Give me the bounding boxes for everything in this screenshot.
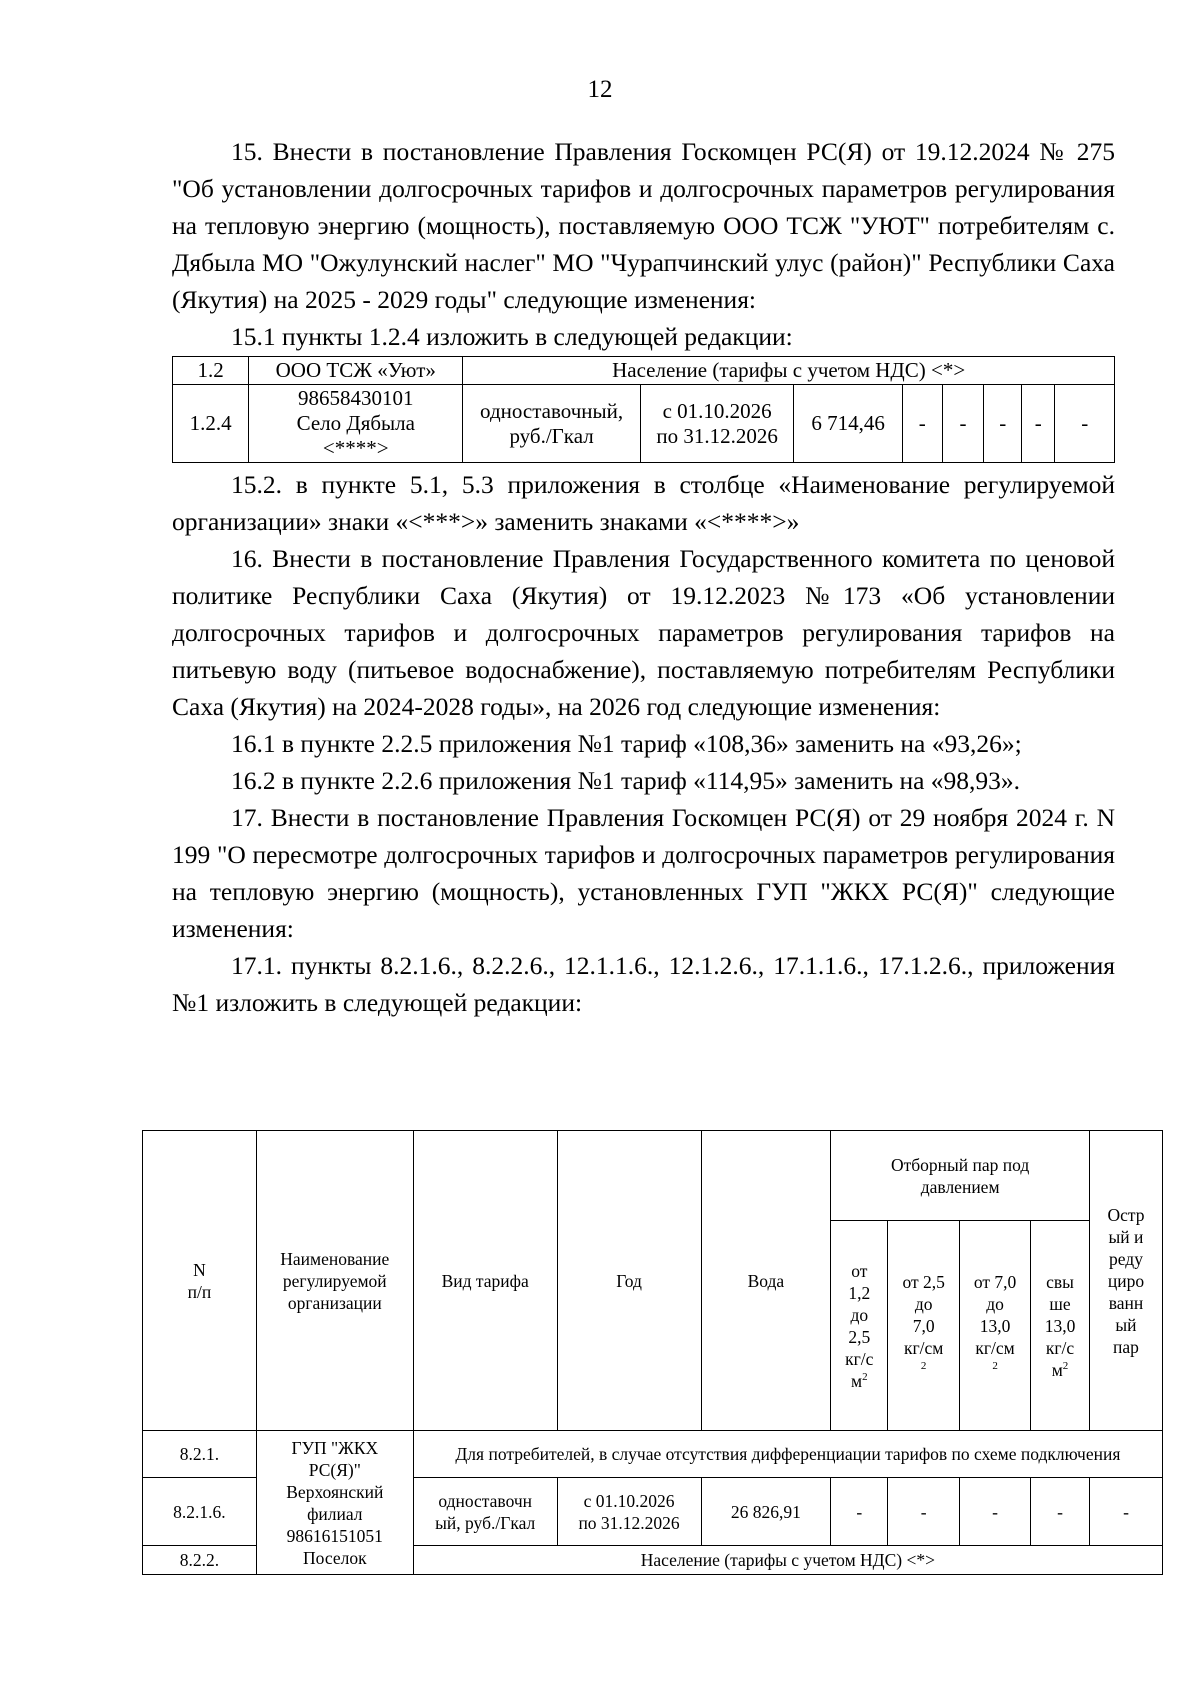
org-location: Село Дябыла [296,411,415,435]
section-header: Население (тарифы с учетом НДС) <*> [413,1546,1162,1575]
header-year: Год [557,1131,701,1431]
header-num [143,1131,257,1431]
empty-cell: - [902,385,942,463]
header-text: регулируемой [282,1270,387,1291]
superscript: 2 [1062,1359,1069,1372]
paragraph-17: 17. Внести в постановление Правления Госкомцен РС(Я) от 29 ноября 2024 г. N 199 "О пересмотре долгосрочных тарифов и долгосрочных параметров регулирования на тепловую энергию (мощность), установленных ГУП "ЖКХ РС(Я)" следующие изменения: [172,803,1115,943]
section-header: Население (тарифы с учетом НДС) <*> [463,357,1115,385]
paragraph-15: 15. Внести в постановление Правления Госкомцен РС(Я) от 19.12.2024 № 275 "Об установлении долгосрочных тарифов и долгосрочных параметров регулирования на тепловую энергию (мощность), поставляемую ООО ТСЖ "УЮТ" потребителям с. Дябыла МО "Ожулунский наслег" МО "Чурапчинский улус (район)" Республики Саха (Якутия) на 2025 - 2029 годы" следующие изменения: [172,137,1115,314]
table-header-row [143,1131,1163,1221]
row-number: 1.2.4 [173,385,249,463]
period-end: по 31.12.2026 [656,423,778,448]
header-text: кг/см [903,1337,944,1358]
water-value: 26 826,91 [701,1478,831,1546]
header-text [833,1370,885,1392]
period-end: по 31.12.2026 [578,1512,680,1533]
tariff-type-line: ый, руб./Гкал [435,1512,536,1533]
header-text: 13,0 [1044,1315,1076,1336]
org-line: Верхоянский [286,1481,384,1502]
header-text: ый [1115,1314,1137,1335]
period-start: с 01.10.2026 [583,1490,675,1511]
header-steam-7-13 [960,1221,1031,1431]
header-text: давлением [920,1176,1000,1197]
tariff-type [463,385,641,463]
header-text: свы [1046,1271,1074,1292]
header-text: ванн [1108,1292,1144,1313]
empty-cell: - [942,385,984,463]
org-details [249,385,463,463]
superscript: 2 [992,1359,998,1372]
header-text: Наименование [280,1248,390,1269]
tariff-type-line: одноставочн [438,1490,533,1511]
header-text: кг/см [975,1337,1015,1358]
row-number: 8.2.1.6. [143,1478,257,1546]
header-sharp-steam [1089,1131,1162,1431]
tariff-period [640,385,794,463]
header-steam-over-13 [1031,1221,1090,1431]
empty-cell: - [831,1478,888,1546]
header-steam [831,1131,1090,1221]
header-text: N [193,1259,206,1280]
empty-cell: - [1031,1478,1090,1546]
paragraph-15-1: 15.1 пункты 1.2.4 изложить в следующей редакции: [231,322,793,351]
header-text: Остр [1107,1204,1145,1225]
header-text: ше [1049,1293,1071,1314]
header-text: пар [1113,1336,1139,1357]
tariff-value: 6 714,46 [794,385,903,463]
header-water: Вода [701,1131,831,1431]
header-text: от [851,1260,868,1281]
org-name: ООО ТСЖ «Уют» [249,357,463,385]
org-code: 98658430101 [298,386,414,410]
document-body [172,133,1115,1021]
org-line: ГУП "ЖКХ [291,1437,379,1458]
header-text: организации [287,1292,382,1313]
empty-cell: - [888,1478,960,1546]
page-number: 12 [587,76,613,103]
org-line: Поселок [303,1547,367,1568]
header-tariff-type: Вид тарифа [413,1131,557,1431]
row-number: 8.2.2. [143,1546,257,1575]
org-footnote-mark: <****> [322,436,389,460]
header-text: 1,2 [848,1282,871,1303]
header-text: кг/с [845,1348,874,1369]
header-text [1033,1359,1087,1381]
header-text [962,1359,1028,1381]
header-text: п/п [187,1281,212,1302]
row-number: 8.2.1. [143,1431,257,1478]
header-steam-2-5-7 [888,1221,960,1431]
header-text: от 2,5 [902,1271,945,1292]
empty-cell: - [1055,385,1115,463]
header-org [256,1131,413,1431]
tariff-type [413,1478,557,1546]
header-text: до [986,1293,1004,1314]
section-header: Для потребителей, в случае отсутствия дифференциации тарифов по схеме подключения [413,1431,1162,1478]
header-text: циро [1107,1270,1145,1291]
row-number: 1.2 [173,357,249,385]
org-line: филиал [307,1503,363,1524]
tariff-type-line: руб./Гкал [509,423,594,448]
header-text: м [850,1370,863,1391]
empty-cell: - [1022,385,1055,463]
paragraph-15-2: 15.2. в пункте 5.1, 5.3 приложения в столбце «Наименование регулируемой организации» знаки «<***>» заменить знаками «<****>» [172,470,1115,536]
header-text: до [914,1293,933,1314]
paragraph-17-1: 17.1. пункты 8.2.1.6., 8.2.2.6., 12.1.1.6., 12.1.2.6., 17.1.1.6., 17.1.2.6., приложения №1 изложить в следующей редакции: [172,951,1115,1017]
org-line: 98616151051 [286,1525,383,1546]
header-text: 2,5 [848,1326,871,1347]
header-text: кг/с [1045,1337,1075,1358]
org-line: РС(Я)" [308,1459,361,1480]
table-row [173,357,1115,385]
header-text: 7,0 [912,1315,935,1336]
header-text: реду [1109,1248,1143,1269]
tariff-table-gup-zhkh [142,1130,1163,1575]
empty-cell: - [960,1478,1031,1546]
table-row [143,1431,1163,1478]
header-steam-1-2-5 [831,1221,888,1431]
period-start: с 01.10.2026 [662,398,772,423]
tariff-type-line: одноставочный, [480,398,624,423]
header-text: Отборный пар под [890,1154,1030,1175]
header-text: 13,0 [979,1315,1011,1336]
header-text: до [850,1304,869,1325]
header-text: м [1051,1359,1063,1380]
superscript: 2 [862,1370,868,1383]
header-text [890,1359,957,1381]
header-text: ый и [1108,1226,1144,1247]
org-details [256,1431,413,1575]
empty-cell: - [984,385,1022,463]
empty-cell: - [1089,1478,1162,1546]
tariff-table-teplo-uyut [172,356,1115,463]
paragraph-16: 16. Внести в постановление Правления Государственного комитета по ценовой политике Республики Саха (Якутия) от 19.12.2023 №173 «Об установлении долгосрочных тарифов и долгосрочных параметров регулирования тарифов на питьевую воду (питьевое водоснабжение), поставляемую потребителям Республики Саха (Якутия) на 2024-2028 годы», на 2026 год следующие изменения: [172,544,1115,721]
header-text: от 7,0 [973,1271,1017,1292]
superscript: 2 [920,1359,927,1372]
paragraph-16-2: 16.2 в пункте 2.2.6 приложения №1 тариф «114,95» заменить на «98,93». [231,766,1021,795]
tariff-period [557,1478,701,1546]
paragraph-16-1: 16.1 в пункте 2.2.5 приложения №1 тариф «108,36» заменить на «93,26»; [231,729,1022,758]
table-row [173,385,1115,463]
